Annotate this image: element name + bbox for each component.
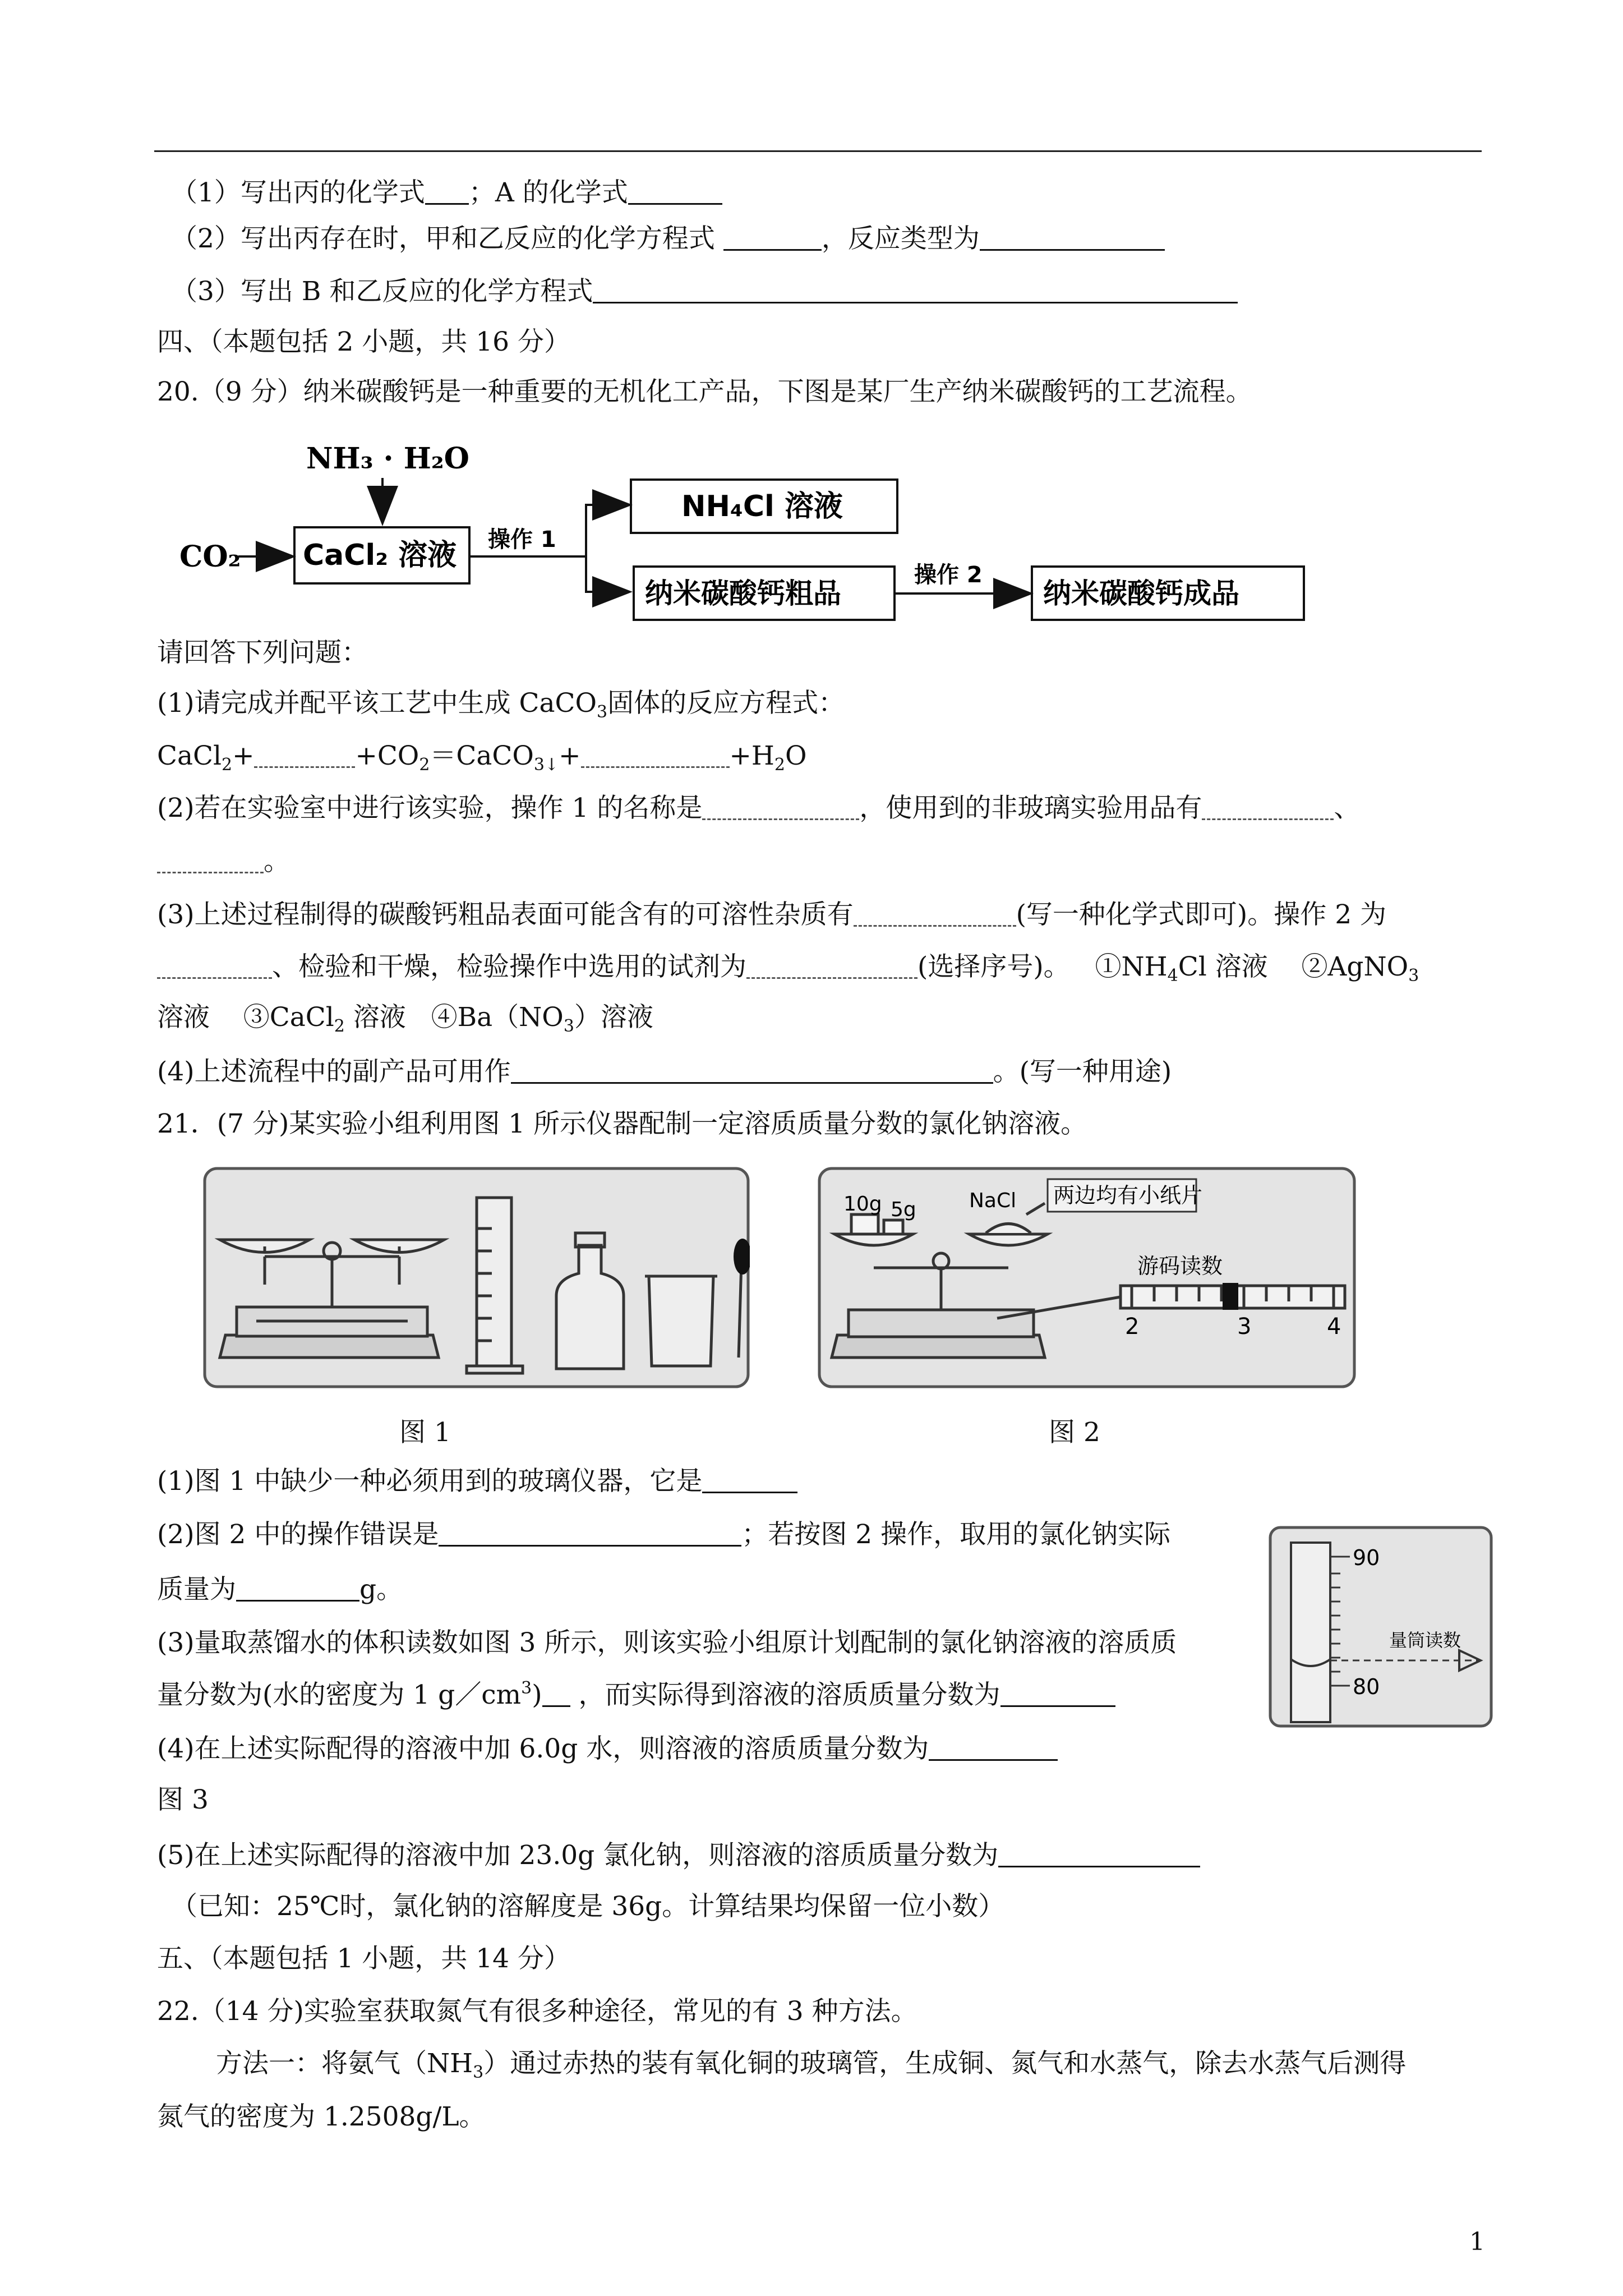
q19-line-2: （2）写出丙存在时，甲和乙反应的化学方程式 ，反应类型为 [171, 224, 1165, 252]
q20-part-3: (3)上述过程制得的碳酸钙粗品表面可能含有的可溶性杂质有 (写一种化学式即可)。操作 2 为 [157, 899, 1387, 930]
weight-5g-label: 5g [891, 1198, 916, 1221]
q20-part-2b: 。 [157, 847, 290, 875]
q19-line-3: （3）写出 B 和乙反应的化学方程式 [171, 277, 1238, 305]
cylinder-reading-label: 量筒读数 [1389, 1630, 1461, 1651]
q21-part-3: (3)量取蒸馏水的体积读数如图 3 所示，则该实验小组原计划配制的氯化钠溶液的溶质质 [157, 1627, 1177, 1658]
cylinder-mark-80: 80 [1353, 1674, 1380, 1699]
q20-intro: 20.（9 分）纳米碳酸钙是一种重要的无机化工产品，下图是某厂生产纳米碳酸钙的工艺流程。 [157, 376, 1252, 407]
cylinder-mark-90: 90 [1353, 1545, 1380, 1570]
q21-part-1: (1)图 1 中缺少一种必须用到的玻璃仪器，它是 [157, 1467, 797, 1494]
q20-part-3b: 、检验和干燥，检验操作中选用的试剂为 (选择序号)。 $①NH_4Cl$ 溶液 ②AgNO$_3$ [157, 953, 1419, 984]
nh3-h2o-label: NH₃ · H₂O [306, 441, 469, 476]
rider-reading-label: 游码读数 [1137, 1254, 1223, 1278]
operation-1-label: 操作 1 [488, 527, 556, 553]
operation-2-label: 操作 2 [914, 562, 983, 588]
section-5-heading: 五、（本题包括 1 小题，共 14 分） [157, 1943, 570, 1974]
q20-equation: CaCl$_2$+ $+CO_2=CaCO_{3↓}+ +H_2O$ [157, 740, 807, 775]
cacl2-solution-box: CaCl₂ 溶液 [303, 539, 457, 572]
q22-method-1-line-2: 氮气的密度为 1.2508g/L。 [157, 2101, 486, 2132]
q21-part-2b: 质量为 g。 [157, 1574, 403, 1605]
crude-product-box: 纳米碳酸钙粗品 [645, 577, 841, 610]
q22-intro: 22.（14 分)实验室获取氮气有很多种途径，常见的有 3 种方法。 [157, 1996, 917, 2027]
figure-2-balance-operation [818, 1167, 1356, 1388]
q21-part-2: (2)图 2 中的操作错误是 ；若按图 2 操作，取用的氯化钠实际 [157, 1519, 1171, 1550]
final-product-box: 纳米碳酸钙成品 [1043, 577, 1239, 610]
scale-tick-3: 3 [1237, 1314, 1252, 1340]
figure-1-caption: 图 1 [399, 1417, 451, 1448]
q21-intro: 21．(7 分)某实验小组利用图 1 所示仪器配制一定溶质质量分数的氯化钠溶液。 [157, 1108, 1087, 1139]
q20-part-1: (1)请完成并配平该工艺中生成 CaCO$_3$固体的反应方程式： [157, 688, 845, 722]
q21-part-4: (4)在上述实际配得的溶液中加 6.0g 水，则溶液的溶质质量分数为 [157, 1734, 1058, 1762]
nh4cl-solution-box: NH₄Cl 溶液 [681, 490, 843, 523]
header-rule [154, 150, 1482, 152]
section-4-heading: 四、（本题包括 2 小题，共 16 分） [157, 326, 570, 357]
figure-1-apparatus [203, 1167, 750, 1388]
scale-tick-2: 2 [1125, 1314, 1140, 1340]
q22-method-1-line-1: 方法一：将氨气$(NH_3)$通过赤热的装有氧化铜的玻璃管，生成铜、氮气和水蒸气，除去水蒸气后测得 [216, 2048, 1407, 2082]
page-number: 1 [1469, 2228, 1485, 2256]
q19-line-1: （1）写出丙的化学式 ；A 的化学式 [171, 178, 722, 206]
scale-tick-4: 4 [1327, 1314, 1341, 1340]
paper-note-label: 两边均有小纸片 [1053, 1183, 1203, 1208]
q21-note: （已知：25℃时，氯化钠的溶解度是 36g。计算结果均保留一位小数） [171, 1891, 1005, 1922]
q20-part-2: (2)若在实验室中进行该实验，操作 1 的名称是 ，使用到的非玻璃实验用品有 、 [157, 793, 1361, 823]
q20-part-4: (4)上述流程中的副产品可用作 。(写一种用途) [157, 1056, 1172, 1087]
q21-part-5: (5)在上述实际配得的溶液中加 23.0g 氯化钠，则溶液的溶质质量分数为 [157, 1841, 1200, 1869]
q21-part-3b: 量分数为(水的密度为 1 $g/cm^3$) ，而实际得到溶液的溶质质量分数为 [157, 1680, 1115, 1708]
figure-3-cylinder-reading [1269, 1526, 1493, 1728]
figure-2-caption: 图 2 [1049, 1417, 1100, 1448]
co2-label: CO₂ [179, 540, 241, 574]
nacl-label: NaCl [969, 1189, 1017, 1212]
weight-10g-label: 10g [843, 1193, 882, 1216]
q20-ask: 请回答下列问题： [157, 637, 368, 668]
process-flowchart [163, 432, 1318, 623]
q20-part-3c: 溶液 ③CaCl$_2$ 溶液 $④Ba(NO_3)$溶液 [157, 1002, 653, 1036]
figure-3-caption: 图 3 [157, 1784, 209, 1815]
